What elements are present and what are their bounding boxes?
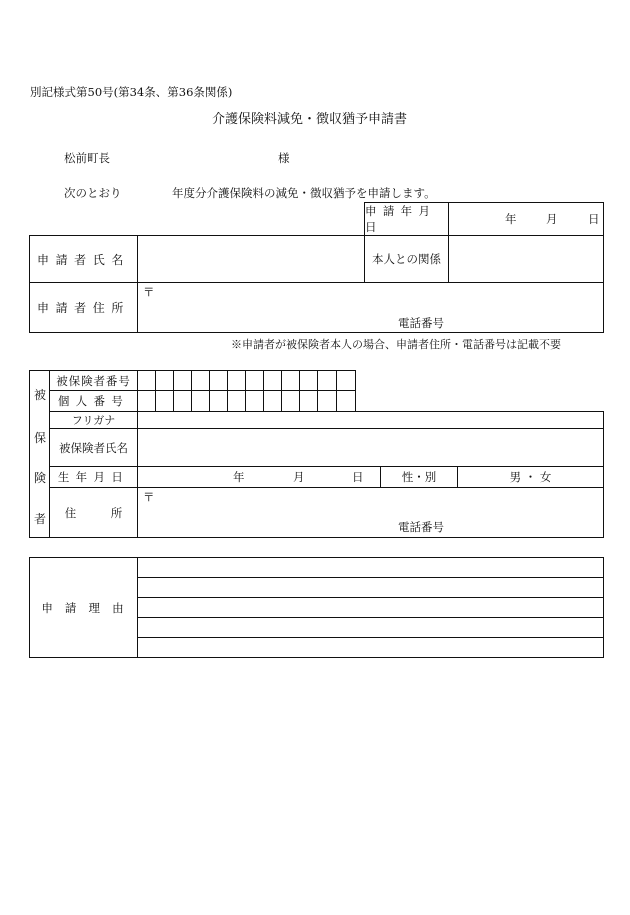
birth-year[interactable]: 年	[233, 470, 245, 484]
birth-date-label: 生年月日	[57, 470, 130, 484]
insured-number-label: 被保険者番号	[56, 373, 131, 388]
form-number: 別記様式第50号(第34条、第36条関係)	[30, 85, 233, 99]
insured-phone-label: 電話番号	[398, 520, 444, 534]
furigana-label: フリガナ	[71, 414, 116, 427]
relation-field[interactable]	[449, 236, 603, 282]
insured-name-label: 被保険者氏名	[59, 440, 128, 455]
applicant-name-label: 申請者氏名	[36, 252, 130, 267]
application-date-day[interactable]: 日	[588, 212, 600, 226]
application-date-label: 申請年月日	[365, 204, 437, 234]
applicant-note: ※申請者が被保険者本人の場合、申請者住所・電話番号は記載不要	[231, 338, 561, 351]
furigana-field[interactable]	[138, 412, 603, 428]
addressee-honorific: 様	[278, 151, 290, 165]
addressee: 松前町長	[64, 151, 110, 165]
relation-label: 本人との関係	[372, 252, 441, 266]
personal-number-label: 個人番号	[57, 394, 130, 408]
applicant-address-label: 申請者住所	[36, 301, 130, 315]
insured-postal-mark: 〒	[143, 490, 155, 504]
applicant-address-field[interactable]	[155, 284, 595, 312]
insured-side-char-1: 被	[34, 388, 47, 402]
personal-number-grid[interactable]	[138, 391, 355, 411]
intro-prefix: 次のとおり	[64, 186, 122, 200]
application-date-year[interactable]: 年	[505, 212, 517, 226]
birth-day[interactable]: 日	[352, 470, 364, 484]
sex-options[interactable]: 男 ・ 女	[509, 470, 552, 484]
application-date-month[interactable]: 月	[546, 212, 558, 226]
insured-side-char-3: 険	[34, 471, 47, 485]
insured-address-label: 住 所	[64, 505, 123, 520]
birth-month[interactable]: 月	[293, 470, 305, 484]
insured-side-char-4: 者	[34, 512, 47, 526]
reason-label: 申請理由	[41, 600, 136, 615]
insured-address-field[interactable]	[155, 489, 595, 515]
form-title: 介護保険料減免・徴収猶予申請書	[212, 112, 408, 127]
applicant-name-field[interactable]	[138, 236, 364, 282]
sex-label: 性・別	[401, 470, 437, 484]
insured-number-grid[interactable]	[138, 371, 355, 390]
applicant-postal-mark: 〒	[143, 285, 155, 299]
insured-side-char-2: 保	[34, 431, 47, 445]
intro-text: 年度分介護保険料の減免・徴収猶予を申請します。	[172, 186, 436, 200]
reason-field[interactable]	[138, 558, 603, 657]
applicant-phone-label: 電話番号	[398, 316, 444, 330]
insured-name-field[interactable]	[138, 429, 603, 466]
